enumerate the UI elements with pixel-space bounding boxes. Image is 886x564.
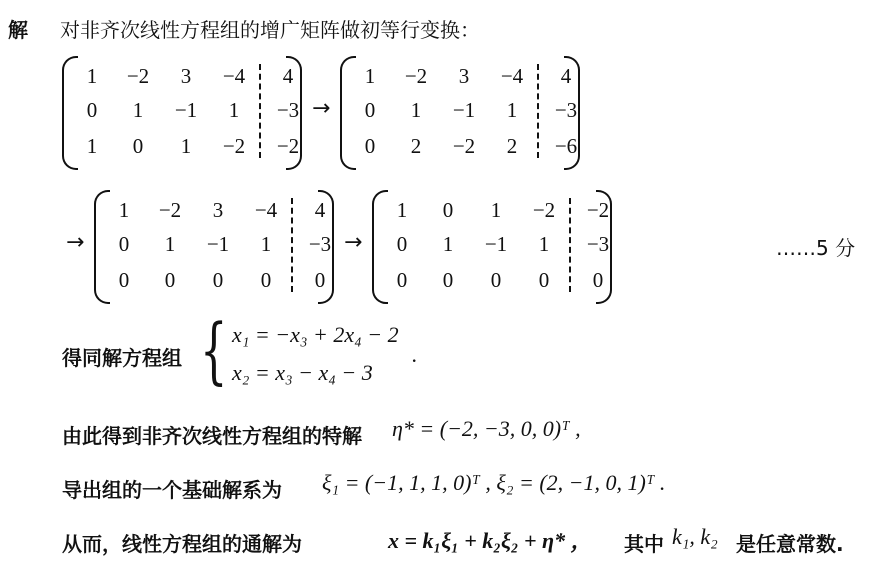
- general-end: 是任意常数.: [736, 532, 844, 556]
- system-period: .: [412, 342, 418, 367]
- matrix-cell: −2: [276, 134, 300, 158]
- matrix-cell: 0: [118, 268, 130, 292]
- matrix-cell: 3: [212, 198, 224, 222]
- matrix-cell: 1: [86, 134, 98, 158]
- augment-separator: [259, 64, 261, 158]
- matrix-cell: −3: [554, 98, 578, 122]
- matrix-cell: −4: [254, 198, 278, 222]
- score-note: ……5 分: [776, 236, 856, 260]
- matrix-3: [94, 190, 334, 300]
- general-formula: x = k₁ξ₁ + k₂ξ₂ + η* ，: [388, 528, 593, 553]
- matrix-cell: 0: [118, 232, 130, 256]
- matrix-cell: −3: [276, 98, 300, 122]
- matrix-cell: −2: [532, 198, 556, 222]
- matrix-cell: 0: [314, 268, 326, 292]
- matrix-cell: 0: [132, 134, 144, 158]
- matrix-1: [62, 56, 302, 166]
- matrix-cell: 2: [410, 134, 422, 158]
- matrix-cell: 0: [538, 268, 550, 292]
- matrix-cell: 1: [442, 232, 454, 256]
- matrix-cell: 0: [490, 268, 502, 292]
- matrix-cell: 0: [212, 268, 224, 292]
- augment-separator: [291, 198, 293, 292]
- general-qizhong: 其中: [624, 532, 664, 556]
- augment-separator: [569, 198, 571, 292]
- matrix-4: [372, 190, 612, 300]
- matrix-cell: 0: [164, 268, 176, 292]
- matrix-cell: 0: [364, 98, 376, 122]
- matrix-2: [340, 56, 580, 166]
- matrix-cell: 1: [118, 198, 130, 222]
- matrix-cell: −2: [222, 134, 246, 158]
- arrow-2: →: [66, 230, 85, 255]
- matrix-cell: 0: [442, 198, 454, 222]
- matrix-cell: 0: [396, 268, 408, 292]
- equation-2: x₂ = x₃ − x₄ − 3: [232, 360, 373, 385]
- matrix-cell: 1: [164, 232, 176, 256]
- matrix-cell: 3: [180, 64, 192, 88]
- solution-label: 解: [8, 18, 28, 42]
- arrow-3: →: [344, 230, 363, 255]
- matrix-cell: 0: [364, 134, 376, 158]
- matrix-cell: −2: [126, 64, 150, 88]
- matrix-cell: 0: [396, 232, 408, 256]
- general-text: 从而，线性方程组的通解为: [62, 532, 302, 556]
- matrix-cell: −2: [452, 134, 476, 158]
- particular-formula: η* = (−2, −3, 0, 0)ᵀ ,: [392, 416, 581, 441]
- matrix-cell: 1: [180, 134, 192, 158]
- matrix-cell: 0: [260, 268, 272, 292]
- matrix-cell: 1: [490, 198, 502, 222]
- matrix-cell: 1: [260, 232, 272, 256]
- matrix-cell: 1: [410, 98, 422, 122]
- general-k: k₁, k₂: [672, 524, 718, 549]
- matrix-cell: 1: [228, 98, 240, 122]
- matrix-cell: 1: [396, 198, 408, 222]
- matrix-cell: −3: [308, 232, 332, 256]
- matrix-cell: 4: [560, 64, 572, 88]
- matrix-cell: −3: [586, 232, 610, 256]
- matrix-cell: −2: [158, 198, 182, 222]
- matrix-cell: 4: [282, 64, 294, 88]
- basis-formula: ξ₁ = (−1, 1, 1, 0)ᵀ , ξ₂ = (2, −1, 0, 1)ᵀ .: [322, 470, 666, 495]
- matrix-cell: 0: [86, 98, 98, 122]
- matrix-cell: 2: [506, 134, 518, 158]
- matrix-cell: 1: [86, 64, 98, 88]
- matrix-cell: −4: [500, 64, 524, 88]
- augment-separator: [537, 64, 539, 158]
- intro-text: 对非齐次线性方程组的增广矩阵做初等行变换：: [60, 18, 480, 42]
- matrix-cell: −1: [452, 98, 476, 122]
- matrix-cell: 1: [538, 232, 550, 256]
- matrix-cell: 1: [132, 98, 144, 122]
- basis-text: 导出组的一个基础解系为: [62, 478, 282, 502]
- matrix-cell: −6: [554, 134, 578, 158]
- matrix-cell: −2: [404, 64, 428, 88]
- brace-symbol: {: [200, 308, 228, 392]
- equation-1: x₁ = −x₃ + 2x₄ − 2: [232, 322, 399, 347]
- matrix-cell: −1: [174, 98, 198, 122]
- matrix-cell: −1: [206, 232, 230, 256]
- matrix-cell: 1: [364, 64, 376, 88]
- matrix-cell: 3: [458, 64, 470, 88]
- arrow-1: →: [312, 96, 331, 121]
- matrix-cell: −4: [222, 64, 246, 88]
- matrix-cell: −1: [484, 232, 508, 256]
- matrix-cell: 0: [442, 268, 454, 292]
- matrix-cell: 0: [592, 268, 604, 292]
- particular-text: 由此得到非齐次线性方程组的特解: [62, 424, 362, 448]
- matrix-cell: −2: [586, 198, 610, 222]
- matrix-cell: 4: [314, 198, 326, 222]
- system-label: 得同解方程组: [62, 346, 182, 370]
- matrix-cell: 1: [506, 98, 518, 122]
